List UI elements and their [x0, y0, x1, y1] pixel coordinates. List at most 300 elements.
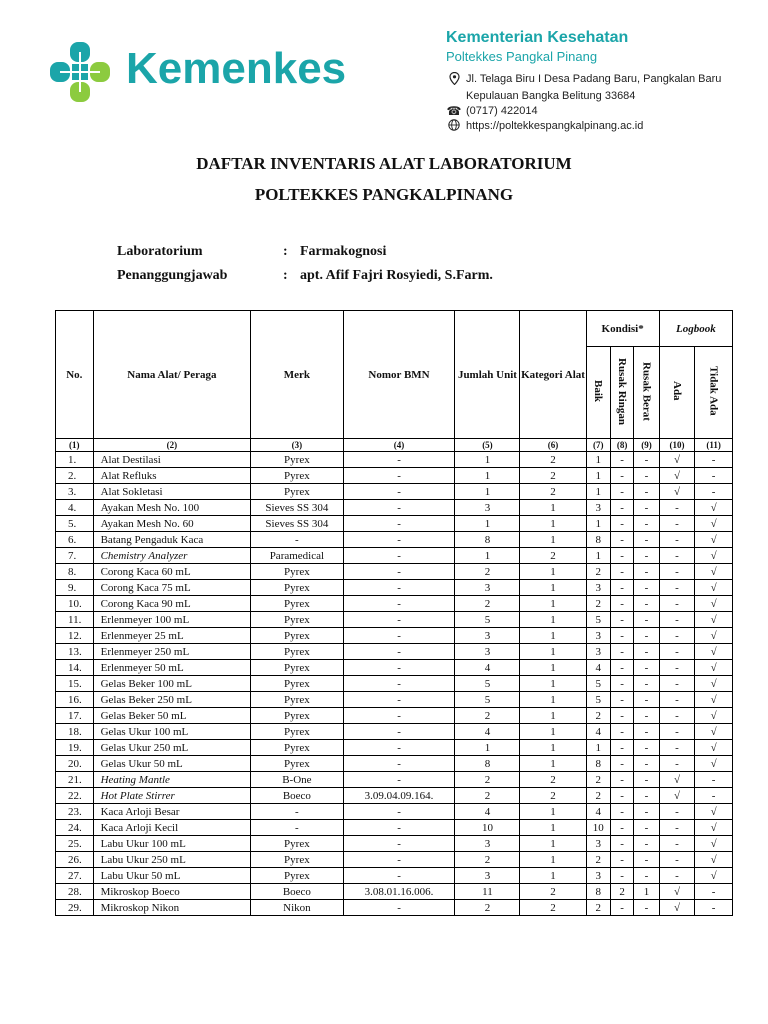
address-line-1: Jl. Telaga Biru I Desa Padang Baru, Pangkalan Baru	[446, 72, 756, 89]
table-cell: -	[634, 724, 659, 740]
table-row	[56, 660, 733, 676]
table-cell: -	[251, 804, 343, 820]
inventory-table	[55, 310, 733, 916]
table-cell: Boeco	[251, 884, 343, 900]
table-cell: -	[634, 596, 659, 612]
table-cell: 1	[520, 516, 586, 532]
table-cell: Pyrex	[251, 756, 343, 772]
table-cell: Corong Kaca 75 mL	[93, 580, 251, 596]
table-cell: 17.	[56, 708, 94, 724]
table-cell: 11	[455, 884, 520, 900]
table-cell: -	[343, 756, 455, 772]
table-cell: √	[695, 596, 733, 612]
table-cell: 2	[586, 852, 610, 868]
table-cell: 1	[520, 836, 586, 852]
table-cell: 1	[455, 452, 520, 468]
table-cell: 2	[520, 484, 586, 500]
table-row	[56, 900, 733, 916]
table-cell: -	[634, 548, 659, 564]
table-row	[56, 868, 733, 884]
table-cell: -	[343, 804, 455, 820]
table-cell: 1	[586, 468, 610, 484]
table-cell: 1	[586, 548, 610, 564]
table-row	[56, 676, 733, 692]
table-cell: Erlenmeyer 250 mL	[93, 644, 251, 660]
website-link[interactable]: https://poltekkespangkalpinang.ac.id	[466, 120, 644, 132]
kemenkes-emblem-icon	[48, 40, 112, 104]
table-cell: 13.	[56, 644, 94, 660]
table-cell: 1	[520, 564, 586, 580]
table-cell: 1	[520, 660, 586, 676]
table-row	[56, 756, 733, 772]
table-cell: -	[634, 516, 659, 532]
table-cell: -	[659, 612, 695, 628]
table-cell: 4	[455, 660, 520, 676]
table-cell: Pyrex	[251, 708, 343, 724]
table-cell: Gelas Ukur 50 mL	[93, 756, 251, 772]
table-cell: √	[659, 900, 695, 916]
table-cell: 1	[520, 724, 586, 740]
table-cell: 18.	[56, 724, 94, 740]
pic-value: apt. Afif Fajri Rosyiedi, S.Farm.	[300, 268, 493, 283]
table-cell: 5	[586, 676, 610, 692]
table-cell: Alat Sokletasi	[93, 484, 251, 500]
table-cell: -	[659, 724, 695, 740]
table-cell: -	[610, 836, 633, 852]
table-cell: -	[659, 676, 695, 692]
table-cell: -	[610, 724, 633, 740]
table-cell: -	[610, 820, 633, 836]
table-cell: √	[695, 612, 733, 628]
table-cell: Sieves SS 304	[251, 516, 343, 532]
table-cell: -	[695, 788, 733, 804]
table-cell: √	[695, 580, 733, 596]
table-cell: 3	[586, 500, 610, 516]
table-cell: 1	[586, 740, 610, 756]
table-cell: 10	[586, 820, 610, 836]
table-cell: 8.	[56, 564, 94, 580]
table-cell: Pyrex	[251, 580, 343, 596]
table-cell: Heating Mantle	[93, 772, 251, 788]
table-cell: -	[634, 740, 659, 756]
table-cell: -	[659, 852, 695, 868]
table-cell: Pyrex	[251, 852, 343, 868]
table-cell: -	[634, 644, 659, 660]
table-cell: 2	[586, 772, 610, 788]
table-cell: -	[610, 740, 633, 756]
table-cell: Ayakan Mesh No. 60	[93, 516, 251, 532]
table-cell: -	[659, 580, 695, 596]
table-cell: -	[634, 756, 659, 772]
table-cell: -	[610, 644, 633, 660]
table-cell: √	[695, 628, 733, 644]
table-cell: 16.	[56, 692, 94, 708]
table-row	[56, 580, 733, 596]
table-cell: 4	[586, 660, 610, 676]
table-cell: -	[610, 452, 633, 468]
table-cell: Boeco	[251, 788, 343, 804]
table-cell: 2	[455, 852, 520, 868]
table-cell: Erlenmeyer 100 mL	[93, 612, 251, 628]
table-cell: -	[343, 708, 455, 724]
table-cell: 2	[520, 884, 586, 900]
table-cell: 2	[586, 900, 610, 916]
table-cell: -	[634, 628, 659, 644]
header-bmn: Nomor BMN	[343, 311, 455, 439]
table-cell: -	[634, 868, 659, 884]
table-cell: 5	[586, 692, 610, 708]
table-cell: -	[659, 804, 695, 820]
table-cell: 2	[520, 468, 586, 484]
table-cell: 2	[586, 708, 610, 724]
table-cell: -	[695, 772, 733, 788]
table-cell: -	[610, 692, 633, 708]
table-row	[56, 468, 733, 484]
table-cell: √	[659, 788, 695, 804]
table-cell: 4	[586, 724, 610, 740]
table-cell: 10.	[56, 596, 94, 612]
table-cell: 5	[455, 612, 520, 628]
table-cell: 1	[520, 596, 586, 612]
table-cell: -	[343, 692, 455, 708]
index-cell: (6)	[520, 439, 586, 452]
table-cell: 21.	[56, 772, 94, 788]
table-cell: -	[634, 564, 659, 580]
table-row	[56, 804, 733, 820]
table-cell: √	[695, 516, 733, 532]
table-cell: -	[343, 820, 455, 836]
header-rusak-ringan: Rusak Ringan	[610, 347, 633, 439]
lab-colon: :	[283, 244, 288, 259]
table-cell: √	[695, 532, 733, 548]
table-cell: -	[343, 836, 455, 852]
table-cell: 1	[520, 852, 586, 868]
table-cell: -	[343, 564, 455, 580]
table-cell: -	[610, 756, 633, 772]
table-cell: 1	[634, 884, 659, 900]
table-cell: 2	[520, 788, 586, 804]
table-cell: 3.	[56, 484, 94, 500]
table-cell: 1	[520, 804, 586, 820]
table-cell: 5	[455, 676, 520, 692]
header-merk: Merk	[251, 311, 343, 439]
table-cell: 15.	[56, 676, 94, 692]
table-cell: -	[659, 564, 695, 580]
address-line-2: Kepulauan Bangka Belitung 33684	[466, 90, 636, 102]
table-cell: -	[343, 628, 455, 644]
table-cell: √	[695, 804, 733, 820]
table-cell: 1	[455, 740, 520, 756]
table-cell: -	[343, 580, 455, 596]
table-cell: -	[634, 532, 659, 548]
table-cell: -	[634, 612, 659, 628]
table-cell: 1	[455, 516, 520, 532]
table-cell: √	[695, 692, 733, 708]
lab-info	[117, 244, 386, 260]
table-cell: Pyrex	[251, 868, 343, 884]
table-cell: 8	[586, 756, 610, 772]
table-cell: -	[659, 740, 695, 756]
table-cell: Pyrex	[251, 740, 343, 756]
table-cell: 9.	[56, 580, 94, 596]
table-cell: 7.	[56, 548, 94, 564]
table-cell: -	[659, 868, 695, 884]
table-cell: Nikon	[251, 900, 343, 916]
table-cell: Kaca Arloji Kecil	[93, 820, 251, 836]
table-cell: 11.	[56, 612, 94, 628]
table-cell: -	[659, 628, 695, 644]
table-cell: -	[659, 596, 695, 612]
table-cell: 1	[520, 708, 586, 724]
table-cell: Batang Pengaduk Kaca	[93, 532, 251, 548]
table-cell: -	[695, 900, 733, 916]
table-cell: Paramedical	[251, 548, 343, 564]
table-cell: 1	[520, 820, 586, 836]
table-cell: 8	[586, 532, 610, 548]
table-cell: 24.	[56, 820, 94, 836]
header-kategori: Kategori Alat	[520, 311, 586, 439]
table-cell: Pyrex	[251, 660, 343, 676]
table-cell: 2	[586, 788, 610, 804]
table-row	[56, 516, 733, 532]
table-cell: -	[610, 548, 633, 564]
table-cell: 2	[455, 788, 520, 804]
table-cell: Alat Refluks	[93, 468, 251, 484]
table-cell: Gelas Ukur 100 mL	[93, 724, 251, 740]
table-cell: -	[659, 660, 695, 676]
table-cell: -	[251, 820, 343, 836]
table-cell: √	[695, 820, 733, 836]
table-cell: Sieves SS 304	[251, 500, 343, 516]
header-jumlah: Jumlah Unit	[455, 311, 520, 439]
table-cell: -	[695, 884, 733, 900]
table-cell: Ayakan Mesh No. 100	[93, 500, 251, 516]
globe-icon	[446, 119, 462, 135]
table-cell: 8	[455, 756, 520, 772]
table-cell: -	[634, 804, 659, 820]
table-cell: 22.	[56, 788, 94, 804]
table-cell: 1	[520, 756, 586, 772]
table-cell: Pyrex	[251, 676, 343, 692]
table-cell: 1	[520, 676, 586, 692]
table-cell: 19.	[56, 740, 94, 756]
table-cell: 4.	[56, 500, 94, 516]
table-cell: -	[610, 532, 633, 548]
table-cell: -	[659, 820, 695, 836]
table-cell: -	[343, 676, 455, 692]
table-cell: -	[634, 788, 659, 804]
table-cell: -	[634, 484, 659, 500]
table-cell: 3.09.04.09.164.	[343, 788, 455, 804]
table-cell: Chemistry Analyzer	[93, 548, 251, 564]
table-cell: -	[634, 452, 659, 468]
table-cell: 3	[455, 500, 520, 516]
table-cell: √	[695, 740, 733, 756]
table-cell: -	[695, 452, 733, 468]
header-ada: Ada	[659, 347, 695, 439]
table-cell: -	[634, 580, 659, 596]
table-cell: -	[659, 708, 695, 724]
table-cell: 28.	[56, 884, 94, 900]
table-cell: 29.	[56, 900, 94, 916]
table-cell: √	[695, 708, 733, 724]
logo-text: Kemenkes	[126, 44, 347, 93]
table-cell: 1	[520, 580, 586, 596]
table-cell: √	[695, 868, 733, 884]
table-cell: √	[659, 772, 695, 788]
table-cell: -	[695, 468, 733, 484]
table-cell: √	[695, 852, 733, 868]
table-row	[56, 532, 733, 548]
org-sub: Poltekkes Pangkal Pinang	[446, 49, 598, 64]
table-cell: 1	[520, 644, 586, 660]
table-cell: √	[695, 756, 733, 772]
table-cell: -	[610, 580, 633, 596]
table-cell: Corong Kaca 90 mL	[93, 596, 251, 612]
table-cell: 3	[586, 868, 610, 884]
table-cell: √	[695, 548, 733, 564]
table-cell: √	[695, 676, 733, 692]
table-cell: -	[610, 564, 633, 580]
header-nama: Nama Alat/ Peraga	[93, 311, 251, 439]
table-cell: -	[659, 548, 695, 564]
table-cell: -	[634, 660, 659, 676]
table-cell: 1	[520, 740, 586, 756]
table-cell: √	[695, 836, 733, 852]
table-cell: √	[695, 724, 733, 740]
table-cell: 3.08.01.16.006.	[343, 884, 455, 900]
table-cell: Mikroskop Nikon	[93, 900, 251, 916]
table-cell: -	[343, 724, 455, 740]
table-row	[56, 564, 733, 580]
table-row	[56, 548, 733, 564]
table-cell: Gelas Beker 50 mL	[93, 708, 251, 724]
table-row	[56, 836, 733, 852]
table-cell: -	[634, 500, 659, 516]
header-rusak-berat: Rusak Berat	[634, 347, 659, 439]
table-cell: -	[659, 644, 695, 660]
table-cell: -	[659, 836, 695, 852]
phone-line: ☎ (0717) 422014	[446, 104, 538, 118]
index-cell: (4)	[343, 439, 455, 452]
table-cell: Pyrex	[251, 596, 343, 612]
table-cell: 3	[455, 868, 520, 884]
phone-icon: ☎	[446, 104, 462, 118]
table-cell: -	[343, 868, 455, 884]
table-cell: 2.	[56, 468, 94, 484]
table-cell: 1	[520, 532, 586, 548]
table-cell: -	[610, 484, 633, 500]
table-cell: 20.	[56, 756, 94, 772]
table-cell: -	[610, 708, 633, 724]
table-cell: Pyrex	[251, 612, 343, 628]
table-cell: -	[343, 644, 455, 660]
table-cell: Kaca Arloji Besar	[93, 804, 251, 820]
table-row	[56, 852, 733, 868]
table-cell: -	[659, 532, 695, 548]
table-cell: 2	[520, 452, 586, 468]
table-cell: Pyrex	[251, 692, 343, 708]
table-cell: -	[343, 660, 455, 676]
table-cell: 5	[586, 612, 610, 628]
table-row	[56, 484, 733, 500]
table-row	[56, 724, 733, 740]
table-cell: -	[343, 484, 455, 500]
doc-title-2: POLTEKKES PANGKALPINANG	[254, 185, 514, 204]
table-cell: Gelas Beker 100 mL	[93, 676, 251, 692]
table-cell: Pyrex	[251, 468, 343, 484]
table-cell: -	[634, 468, 659, 484]
table-cell: -	[610, 596, 633, 612]
table-cell: Pyrex	[251, 836, 343, 852]
table-cell: 3	[455, 580, 520, 596]
table-cell: -	[659, 692, 695, 708]
table-cell: -	[634, 852, 659, 868]
table-cell: B-One	[251, 772, 343, 788]
table-cell: 4	[586, 804, 610, 820]
table-cell: -	[610, 628, 633, 644]
table-cell: 4	[455, 724, 520, 740]
index-cell: (8)	[610, 439, 633, 452]
header-logbook: Logbook	[659, 311, 732, 347]
table-cell: -	[610, 500, 633, 516]
index-cell: (5)	[455, 439, 520, 452]
table-cell: -	[343, 772, 455, 788]
table-cell: 1	[520, 868, 586, 884]
table-body	[56, 452, 733, 916]
table-cell: 27.	[56, 868, 94, 884]
table-cell: -	[610, 788, 633, 804]
doc-title-1: DAFTAR INVENTARIS ALAT LABORATORIUM	[196, 154, 572, 173]
table-cell: Hot Plate Stirrer	[93, 788, 251, 804]
table-cell: Pyrex	[251, 644, 343, 660]
table-cell: 8	[586, 884, 610, 900]
table-cell: Erlenmeyer 25 mL	[93, 628, 251, 644]
table-cell: 2	[610, 884, 633, 900]
kemenkes-logo	[48, 38, 348, 110]
header-no: No.	[56, 311, 94, 439]
table-cell: 10	[455, 820, 520, 836]
table-cell: 3	[586, 580, 610, 596]
org-name: Kementerian Kesehatan	[446, 29, 629, 46]
table-cell: 25.	[56, 836, 94, 852]
index-cell: (2)	[93, 439, 251, 452]
table-cell: -	[659, 516, 695, 532]
table-cell: 1	[455, 468, 520, 484]
table-cell: Gelas Beker 250 mL	[93, 692, 251, 708]
table-cell: 26.	[56, 852, 94, 868]
table-cell: 1	[520, 500, 586, 516]
table-cell: √	[695, 564, 733, 580]
table-cell: Alat Destilasi	[93, 452, 251, 468]
table-cell: √	[695, 500, 733, 516]
index-cell: (10)	[659, 439, 695, 452]
table-cell: Pyrex	[251, 452, 343, 468]
table-cell: 1	[520, 692, 586, 708]
table-cell: -	[343, 740, 455, 756]
table-row	[56, 452, 733, 468]
table-cell: Pyrex	[251, 484, 343, 500]
index-cell: (7)	[586, 439, 610, 452]
table-cell: √	[659, 484, 695, 500]
table-cell: 3	[455, 628, 520, 644]
table-cell: -	[343, 516, 455, 532]
table-row	[56, 596, 733, 612]
table-cell: -	[343, 852, 455, 868]
table-cell: -	[634, 836, 659, 852]
table-row	[56, 772, 733, 788]
table-cell: -	[343, 900, 455, 916]
